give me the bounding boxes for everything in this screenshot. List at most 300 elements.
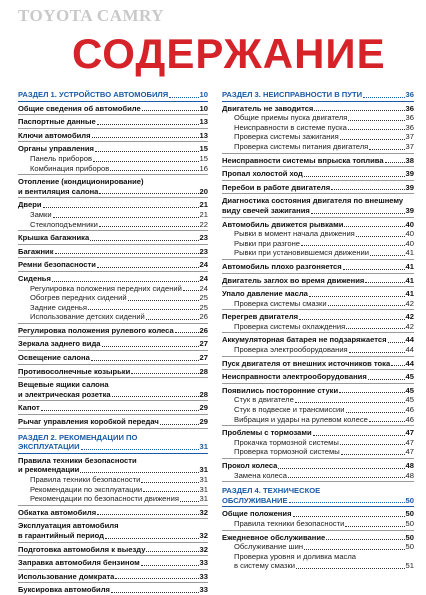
toc-entry[interactable] [222, 104, 414, 114]
dot-leader [99, 226, 199, 227]
toc-entry-title: Замена колеса [234, 470, 287, 480]
toc-entry-title: РАЗДЕЛ 3. НЕИСПРАВНОСТИ В ПУТИ [222, 90, 363, 99]
page-header [0, 0, 426, 80]
toc-entry[interactable] [222, 405, 414, 415]
toc-entry-page: 40 [405, 229, 414, 239]
toc-entry-page: 48 [405, 461, 414, 470]
row-divider [222, 506, 414, 507]
dot-leader [340, 139, 405, 140]
toc-entry-title: Капот [18, 403, 40, 413]
toc-entry-page: 10 [199, 103, 208, 113]
dot-leader [128, 300, 199, 301]
toc-entry-title: Стеклоподъемники [30, 219, 98, 229]
toc-entry-page: 47 [405, 428, 414, 438]
toc-entry[interactable] [222, 229, 414, 239]
toc-entry-title: Проверка системы питания двигателя [234, 141, 369, 151]
toc-entry[interactable] [222, 386, 414, 396]
toc-entry-title: Аккумуляторная батарея не подзаряжается [222, 335, 387, 345]
toc-entry-title: Появились посторонние стуки [222, 385, 339, 395]
toc-entry-page: 50 [405, 495, 414, 505]
toc-entry-title: Общие сведения об автомобиле [18, 103, 141, 113]
toc-entry-page: 22 [199, 219, 208, 229]
dot-leader [349, 352, 405, 353]
toc-entry-page: 42 [405, 298, 414, 308]
toc-entry-page: 15 [199, 144, 208, 154]
toc-entry-title: Крышка багажника [18, 233, 90, 243]
row-divider [18, 230, 208, 231]
row-divider [222, 217, 414, 218]
toc-entry-page: 26 [199, 312, 208, 322]
toc-entry[interactable] [18, 456, 208, 466]
toc-entry-title: Правила техники безопасности [18, 455, 137, 465]
toc-entry[interactable] [18, 104, 208, 114]
toc-entry[interactable] [18, 312, 208, 322]
toc-entry-page: 50 [405, 518, 414, 528]
dot-leader [301, 245, 405, 246]
toc-entry[interactable] [222, 335, 414, 345]
dot-leader [311, 213, 405, 214]
toc-entry-title: Стук в двигателе [234, 395, 294, 405]
toc-entry-title: Рывки при разгоне [234, 238, 301, 248]
dot-leader [142, 110, 199, 111]
toc-entry-title: Рекомендации по безопасности движения [30, 494, 179, 504]
toc-entry-page: 40 [405, 238, 414, 248]
toc-entry-page: 23 [199, 233, 208, 243]
toc-entry[interactable] [18, 177, 208, 187]
toc-entry[interactable] [222, 262, 414, 272]
toc-entry-page: 39 [405, 182, 414, 192]
toc-entry-title: Проверка системы зажигания [234, 132, 339, 142]
toc-entry-page: 20 [199, 186, 208, 196]
dot-leader [115, 578, 198, 579]
dot-leader [90, 240, 198, 241]
toc-entry[interactable] [222, 248, 414, 258]
dot-leader [93, 161, 199, 162]
toc-entry[interactable] [222, 552, 414, 562]
toc-entry-page: 27 [199, 353, 208, 363]
toc-entry-title: Использование домкрата [18, 571, 115, 581]
toc-entry-title: и вентиляция салона [18, 186, 99, 196]
dot-leader [345, 526, 404, 527]
dot-leader [293, 516, 405, 517]
dot-leader [289, 502, 405, 503]
toc-entry-title: Обогрев передних сидений [30, 293, 127, 303]
toc-entry-title: Рывки в момент начала движения [234, 229, 355, 239]
toc-entry[interactable] [18, 367, 208, 377]
toc-entry-page: 45 [405, 372, 414, 382]
dot-leader [388, 342, 405, 343]
dot-leader [102, 346, 199, 347]
toc-entry-page: 36 [405, 90, 414, 99]
toc-entry[interactable] [18, 220, 208, 230]
dot-leader [363, 97, 404, 98]
toc-column-left [18, 90, 208, 595]
toc-entry-title: и рекомендации [18, 465, 80, 475]
toc-entry-title: Замки [30, 209, 52, 219]
toc-entry[interactable] [18, 508, 208, 518]
dot-leader [370, 255, 405, 256]
toc-entry-page: 37 [405, 132, 414, 142]
toc-entry[interactable] [18, 274, 208, 284]
dot-leader [346, 412, 405, 413]
toc-entry-title: Неисправности электрооборудования [222, 372, 367, 382]
toc-entry-title: Органы управления [18, 144, 94, 154]
toc-entry-page: 31 [199, 465, 208, 475]
toc-entry-title: Ремни безопасности [18, 260, 96, 270]
toc-entry[interactable] [18, 417, 208, 427]
dot-leader [331, 189, 404, 190]
toc-entry[interactable] [18, 485, 208, 495]
toc-entry-page: 41 [405, 261, 414, 271]
toc-entry[interactable] [222, 239, 414, 249]
toc-entry-title: Неисправности в системе пуска [234, 122, 347, 132]
dot-leader [339, 392, 404, 393]
row-divider [222, 286, 414, 287]
toc-entry-title: Багажник [18, 246, 54, 256]
toc-entry[interactable] [222, 372, 414, 382]
row-divider [18, 101, 208, 102]
toc-entry[interactable] [18, 545, 208, 555]
toc-entry[interactable] [222, 206, 414, 216]
toc-entry[interactable] [18, 475, 208, 485]
toc-entry[interactable] [222, 183, 414, 193]
toc-entry-title: Автомобиль движется рывками [222, 219, 344, 229]
toc-entry[interactable] [222, 486, 414, 496]
toc-entry-title: РАЗДЕЛ 1. УСТРОЙСТВО АВТОМОБИЛЯ [18, 90, 169, 99]
toc-entry[interactable] [222, 415, 414, 425]
toc-entry-title: Вибрация и удары на рулевом колесе [234, 414, 368, 424]
toc-entry[interactable] [222, 90, 414, 100]
dot-leader [304, 176, 405, 177]
toc-entry[interactable] [222, 123, 414, 133]
toc-entry-title: Ежедневное обслуживание [222, 532, 326, 542]
toc-entry-title: Ключи автомобиля [18, 130, 91, 140]
dot-leader [304, 549, 404, 550]
toc-entry[interactable] [18, 187, 208, 197]
toc-entry[interactable] [18, 284, 208, 294]
dot-leader [344, 226, 404, 227]
row-divider [18, 400, 208, 401]
toc-entry-page: 31 [199, 494, 208, 504]
brand-text: TOYOTA CAMRY [18, 6, 164, 25]
toc-entry-page: 32 [199, 544, 208, 554]
toc-entry[interactable] [222, 428, 414, 438]
toc-entry-title: Зеркала заднего вида [18, 339, 101, 349]
toc-entry[interactable] [18, 117, 208, 127]
dot-leader [180, 501, 199, 502]
toc-entry-title: Двери [18, 200, 42, 210]
toc-entry[interactable] [222, 289, 414, 299]
dot-leader [143, 491, 198, 492]
toc-entry[interactable] [18, 380, 208, 390]
dot-leader [326, 539, 404, 540]
toc-entry[interactable] [18, 90, 208, 100]
toc-entry[interactable] [222, 395, 414, 405]
toc-entry-title: Прокол колеса [222, 461, 278, 470]
toc-entry[interactable] [18, 326, 208, 336]
toc-entry[interactable] [18, 293, 208, 303]
dot-leader [80, 472, 198, 473]
toc-entry-page: 40 [405, 219, 414, 229]
toc-entry[interactable] [222, 345, 414, 355]
toc-entry[interactable] [18, 521, 208, 531]
toc-entry-title: Регулировка положения рулевого колеса [18, 325, 174, 335]
toc-entry-title: Неисправности системы впрыска топлива [222, 155, 384, 165]
toc-entry[interactable] [18, 339, 208, 349]
dot-leader [341, 454, 405, 455]
toc-entry-title: Перегрев двигателя [222, 312, 299, 322]
row-divider [18, 364, 208, 365]
toc-entry-page: 26 [199, 325, 208, 335]
toc-entry[interactable] [222, 561, 414, 571]
toc-entry[interactable] [222, 132, 414, 142]
row-divider [18, 505, 208, 506]
toc-entry-title: Эксплуатация автомобиля [18, 521, 119, 531]
row-divider [18, 518, 208, 519]
row-divider [18, 542, 208, 543]
toc-entry[interactable] [222, 509, 414, 519]
dot-leader [97, 267, 199, 268]
toc-entry[interactable] [18, 260, 208, 270]
toc-entry-title: Панель приборов [30, 153, 92, 163]
dot-leader [53, 217, 199, 218]
toc-entry[interactable] [18, 154, 208, 164]
toc-entry-page: 25 [199, 302, 208, 312]
dot-leader [146, 551, 198, 552]
toc-entry-page: 31 [199, 475, 208, 484]
dot-leader [295, 402, 405, 403]
dot-leader [391, 365, 404, 366]
toc-entry-page: 29 [199, 403, 208, 413]
toc-entry[interactable] [222, 438, 414, 448]
toc-entry[interactable] [18, 210, 208, 220]
row-divider [18, 414, 208, 415]
dot-leader [356, 236, 405, 237]
dot-leader [52, 281, 199, 282]
toc-entry-page: 41 [405, 275, 414, 285]
toc-entry[interactable] [222, 542, 414, 552]
toc-entry[interactable] [222, 496, 414, 506]
dot-leader [81, 449, 199, 450]
toc-entry-page: 13 [199, 130, 208, 140]
toc-entry-page: 42 [405, 321, 414, 331]
toc-entry[interactable] [18, 233, 208, 243]
toc-entry[interactable] [222, 519, 414, 529]
toc-entry-title: Регулировка положения передних сидений [30, 283, 182, 293]
toc-entry[interactable] [222, 322, 414, 332]
toc-entry[interactable] [18, 164, 208, 174]
row-divider [18, 350, 208, 351]
toc-entry[interactable] [18, 433, 208, 443]
toc-entry[interactable] [18, 403, 208, 413]
toc-entry[interactable] [18, 200, 208, 210]
toc-entry[interactable] [222, 312, 414, 322]
toc-entry-title: виду свечей зажигания [222, 205, 310, 215]
dot-leader [141, 565, 199, 566]
toc-entry-page: 37 [405, 141, 414, 151]
toc-entry-page: 23 [199, 246, 208, 256]
toc-entry-page: 47 [405, 437, 414, 447]
row-divider [222, 425, 414, 426]
dot-leader [313, 435, 405, 436]
dot-leader [183, 290, 199, 291]
toc-entry[interactable] [222, 533, 414, 543]
toc-entry[interactable] [222, 299, 414, 309]
row-divider [222, 153, 414, 154]
toc-entry-title: Противосолнечные козырьки [18, 366, 131, 376]
toc-entry-page: 38 [405, 155, 414, 165]
toc-entry-title: и электрическая розетка [18, 389, 111, 399]
toc-entry-page: 28 [199, 366, 208, 376]
toc-entry-title: Проверка электрооборудования [234, 345, 348, 355]
toc-entry[interactable] [18, 558, 208, 568]
row-divider [18, 128, 208, 129]
toc-entry-page: 28 [199, 389, 208, 399]
toc-entry-page: 33 [199, 558, 208, 568]
toc-entry-title: Проблемы с тормозами [222, 428, 312, 438]
row-divider [222, 530, 414, 531]
toc-entry[interactable] [222, 142, 414, 152]
dot-leader [160, 424, 199, 425]
dot-leader [296, 568, 405, 569]
toc-entry[interactable] [222, 447, 414, 457]
toc-entry-page: 32 [199, 530, 208, 540]
row-divider [18, 271, 208, 272]
toc-entry[interactable] [222, 196, 414, 206]
row-divider [222, 458, 414, 459]
toc-entry-title: Рывки при установившемся движении [234, 248, 370, 258]
toc-entry-page: 13 [199, 117, 208, 127]
toc-entry-title: Проверка тормозной системы [234, 447, 340, 457]
toc-entry-page: 41 [405, 248, 414, 258]
toc-entry[interactable] [222, 471, 414, 481]
toc-entry-title: Рекомендации по эксплуатации [30, 484, 143, 494]
dot-leader [309, 296, 405, 297]
toc-entry-title: Обслуживание шин [234, 542, 304, 552]
dot-leader [131, 373, 198, 374]
row-divider [222, 332, 414, 333]
toc-entry-page: 33 [199, 585, 208, 595]
toc-entry-title: Буксировка автомобиля [18, 585, 110, 595]
toc-entry[interactable] [222, 276, 414, 286]
dot-leader [97, 124, 199, 125]
dot-leader [175, 332, 199, 333]
toc-entry-page: 47 [405, 447, 414, 457]
dot-leader [288, 477, 405, 478]
toc-entry-page: 29 [199, 417, 208, 427]
toc-entry-title: Паспортные данные [18, 117, 96, 127]
row-divider [18, 257, 208, 258]
dot-leader [95, 151, 199, 152]
row-divider [18, 377, 208, 378]
toc-entry[interactable] [18, 144, 208, 154]
toc-entry-title: РАЗДЕЛ 4. ТЕХНИЧЕСКОЕ [222, 486, 321, 496]
dot-leader [110, 170, 198, 171]
toc-entry-page: 31 [199, 442, 208, 452]
row-divider [18, 114, 208, 115]
toc-entry[interactable] [222, 461, 414, 471]
toc-entry-page: 21 [199, 200, 208, 210]
toc-entry[interactable] [18, 353, 208, 363]
toc-entry[interactable] [222, 220, 414, 230]
toc-entry-title: Двигатель заглох во время движения [222, 275, 365, 285]
toc-entry-page: 25 [199, 293, 208, 303]
toc-entry-title: Рычаг управления коробкой передач [18, 417, 159, 427]
row-divider [222, 273, 414, 274]
row-divider [18, 141, 208, 142]
toc-entry-title: Перебои в работе двигателя [222, 182, 331, 192]
toc-entry[interactable] [18, 303, 208, 313]
toc-entry[interactable] [18, 572, 208, 582]
dot-leader [97, 514, 198, 515]
toc-entry[interactable] [18, 494, 208, 504]
toc-entry-page: 24 [199, 273, 208, 283]
toc-entry-page: 21 [199, 209, 208, 219]
dot-leader [146, 319, 199, 320]
toc-entry-title: Правила техники безопасности [30, 475, 141, 484]
toc-entry[interactable] [18, 442, 208, 452]
dot-leader [43, 207, 199, 208]
toc-entry-title: Упало давление масла [222, 289, 308, 299]
toc-entry-title: Вещевые ящики салона [18, 380, 109, 390]
toc-entry-title: Диагностика состояния двигателя по внешнему [222, 196, 404, 206]
toc-entry-title: ОБСЛУЖИВАНИЕ [222, 495, 288, 505]
dot-leader [141, 482, 198, 483]
toc-entry[interactable] [222, 359, 414, 369]
toc-entry-page: 39 [405, 169, 414, 179]
dot-leader [278, 468, 404, 469]
dot-leader [99, 193, 198, 194]
toc-entry[interactable] [18, 465, 208, 475]
toc-entry-page: 46 [405, 414, 414, 424]
dot-leader [369, 149, 404, 150]
toc-entry-title: Отопление (кондиционирование) [18, 177, 144, 187]
row-divider [222, 259, 414, 260]
row-divider [222, 383, 414, 384]
toc-entry-title: Правила техники безопасности [234, 518, 345, 528]
toc-entry[interactable] [222, 169, 414, 179]
toc-entry-page: 24 [199, 283, 208, 293]
row-divider [222, 481, 414, 482]
toc-column-right [222, 90, 414, 571]
toc-entry[interactable] [18, 390, 208, 400]
dot-leader [41, 410, 199, 411]
row-divider [222, 369, 414, 370]
dot-leader [368, 379, 405, 380]
toc-entry-page: 45 [405, 395, 414, 405]
toc-entry-title: в гарантийный период [18, 530, 104, 540]
toc-entry[interactable] [222, 113, 414, 123]
row-divider [18, 197, 208, 198]
toc-entry[interactable] [18, 247, 208, 257]
toc-entry-title: Пуск двигателя от внешних источников тока [222, 358, 391, 368]
dot-leader [88, 309, 199, 310]
toc-entry-title: Стук в подвеске и трансмиссии [234, 405, 345, 415]
toc-entry-title: Сиденья [18, 273, 51, 283]
toc-entry[interactable] [222, 156, 414, 166]
dot-leader [105, 538, 199, 539]
toc-entry-page: 31 [199, 484, 208, 494]
toc-entry[interactable] [18, 131, 208, 141]
toc-entry-title: в систему смазки [234, 561, 296, 571]
toc-entry-page: 50 [405, 509, 414, 519]
toc-entry[interactable] [18, 585, 208, 595]
toc-entry[interactable] [18, 531, 208, 541]
dot-leader [314, 110, 404, 111]
row-divider [222, 180, 414, 181]
toc-entry-title: Проверка системы охлаждения [234, 321, 346, 331]
toc-entry-page: 44 [405, 358, 414, 368]
